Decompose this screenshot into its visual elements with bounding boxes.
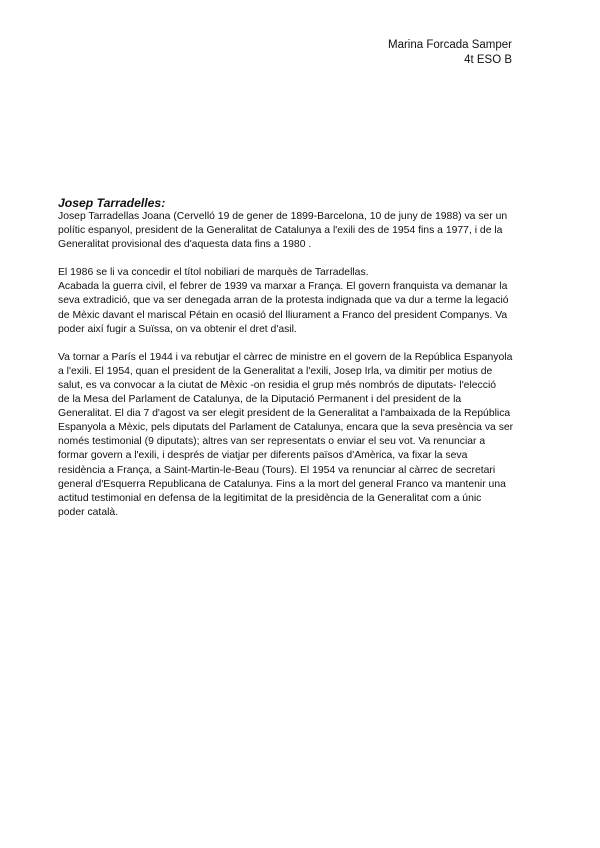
text-line: Generalitat provisional des d'aquesta data fins a 1980 .	[58, 239, 312, 251]
text-line: poder català.	[58, 506, 119, 518]
text-line: Va tornar a París el 1944 i va rebutjar el càrrec de ministre en el govern de la República Espanyola	[58, 351, 513, 363]
text-line: a l'exili. El 1954, quan el president de la Generalitat a l'exili, Josep Irla, va dimitir per motius de	[58, 365, 493, 377]
text-line: Josep Tarradellas Joana (Cervelló 19 de gener de 1899-Barcelona, 10 de juny de 1988) va ser un	[58, 211, 508, 222]
document-body	[58, 196, 544, 534]
text-line: salut, es va convocar a la ciutat de Mèxic -on residia el grup més nombrós de diputats- l'elecció	[58, 379, 497, 391]
class-grade: 4t ESO B	[464, 53, 512, 66]
text-line: Espanyola a Mèxic, pels diputats del Parlament de Catalunya, encara que la seva presència va ser	[58, 422, 514, 434]
text-line: formar govern a l'exili, i després de viatjar per diferents països d'Amèrica, va fixar la seva	[58, 450, 468, 462]
paragraph-3	[58, 351, 544, 520]
text-line: actitud testimonial en defensa de la legitimitat de la presidència de la Generalitat com a únic	[58, 492, 482, 504]
text-line: residència a França, a Saint-Martin-le-Beau (Tours). El 1954 va renunciar al càrrec de secretari	[58, 464, 496, 476]
document-header	[388, 38, 512, 67]
text-line: Acabada la guerra civil, el febrer de 1939 va marxar a França. El govern franquista va demanar la	[58, 281, 508, 293]
text-line: poder així fugir a Suïssa, on va obtenir el dret d'asil.	[58, 323, 297, 335]
paragraph-2	[58, 266, 544, 336]
text-line: de Mèxic davant el mariscal Pétain en ocasió del lliurament a Franco del president Companys. Va	[58, 309, 508, 321]
document-title: Josep Tarradelles:	[58, 196, 166, 210]
text-line: general d'Esquerra Republicana de Catalunya. Fins a la mort del general Franco va mantenir una	[58, 478, 506, 490]
author-name: Marina Forcada Samper	[388, 39, 512, 51]
text-line: de la Mesa del Parlament de Catalunya, de la Diputació Permanent i del president de la	[58, 394, 462, 406]
text-line: seva extradició, que va ser denegada arran de la protesta indignada que va dur a terme la legació	[58, 295, 509, 307]
text-line: només testimonial (9 diputats); altres van ser representats o enviar el seu vot. Va renunciar a	[58, 436, 486, 448]
text-line: polític espanyol, president de la Generalitat de Catalunya a l'exili des de 1954 fins a 1977, i de la	[58, 225, 503, 237]
paragraph-1	[58, 210, 544, 252]
text-line: Generalitat. El dia 7 d'agost va ser elegit president de la Generalitat a l'ambaixada de la República	[58, 408, 511, 420]
text-line: El 1986 se li va concedir el títol nobiliari de marquès de Tarradellas.	[58, 267, 369, 279]
